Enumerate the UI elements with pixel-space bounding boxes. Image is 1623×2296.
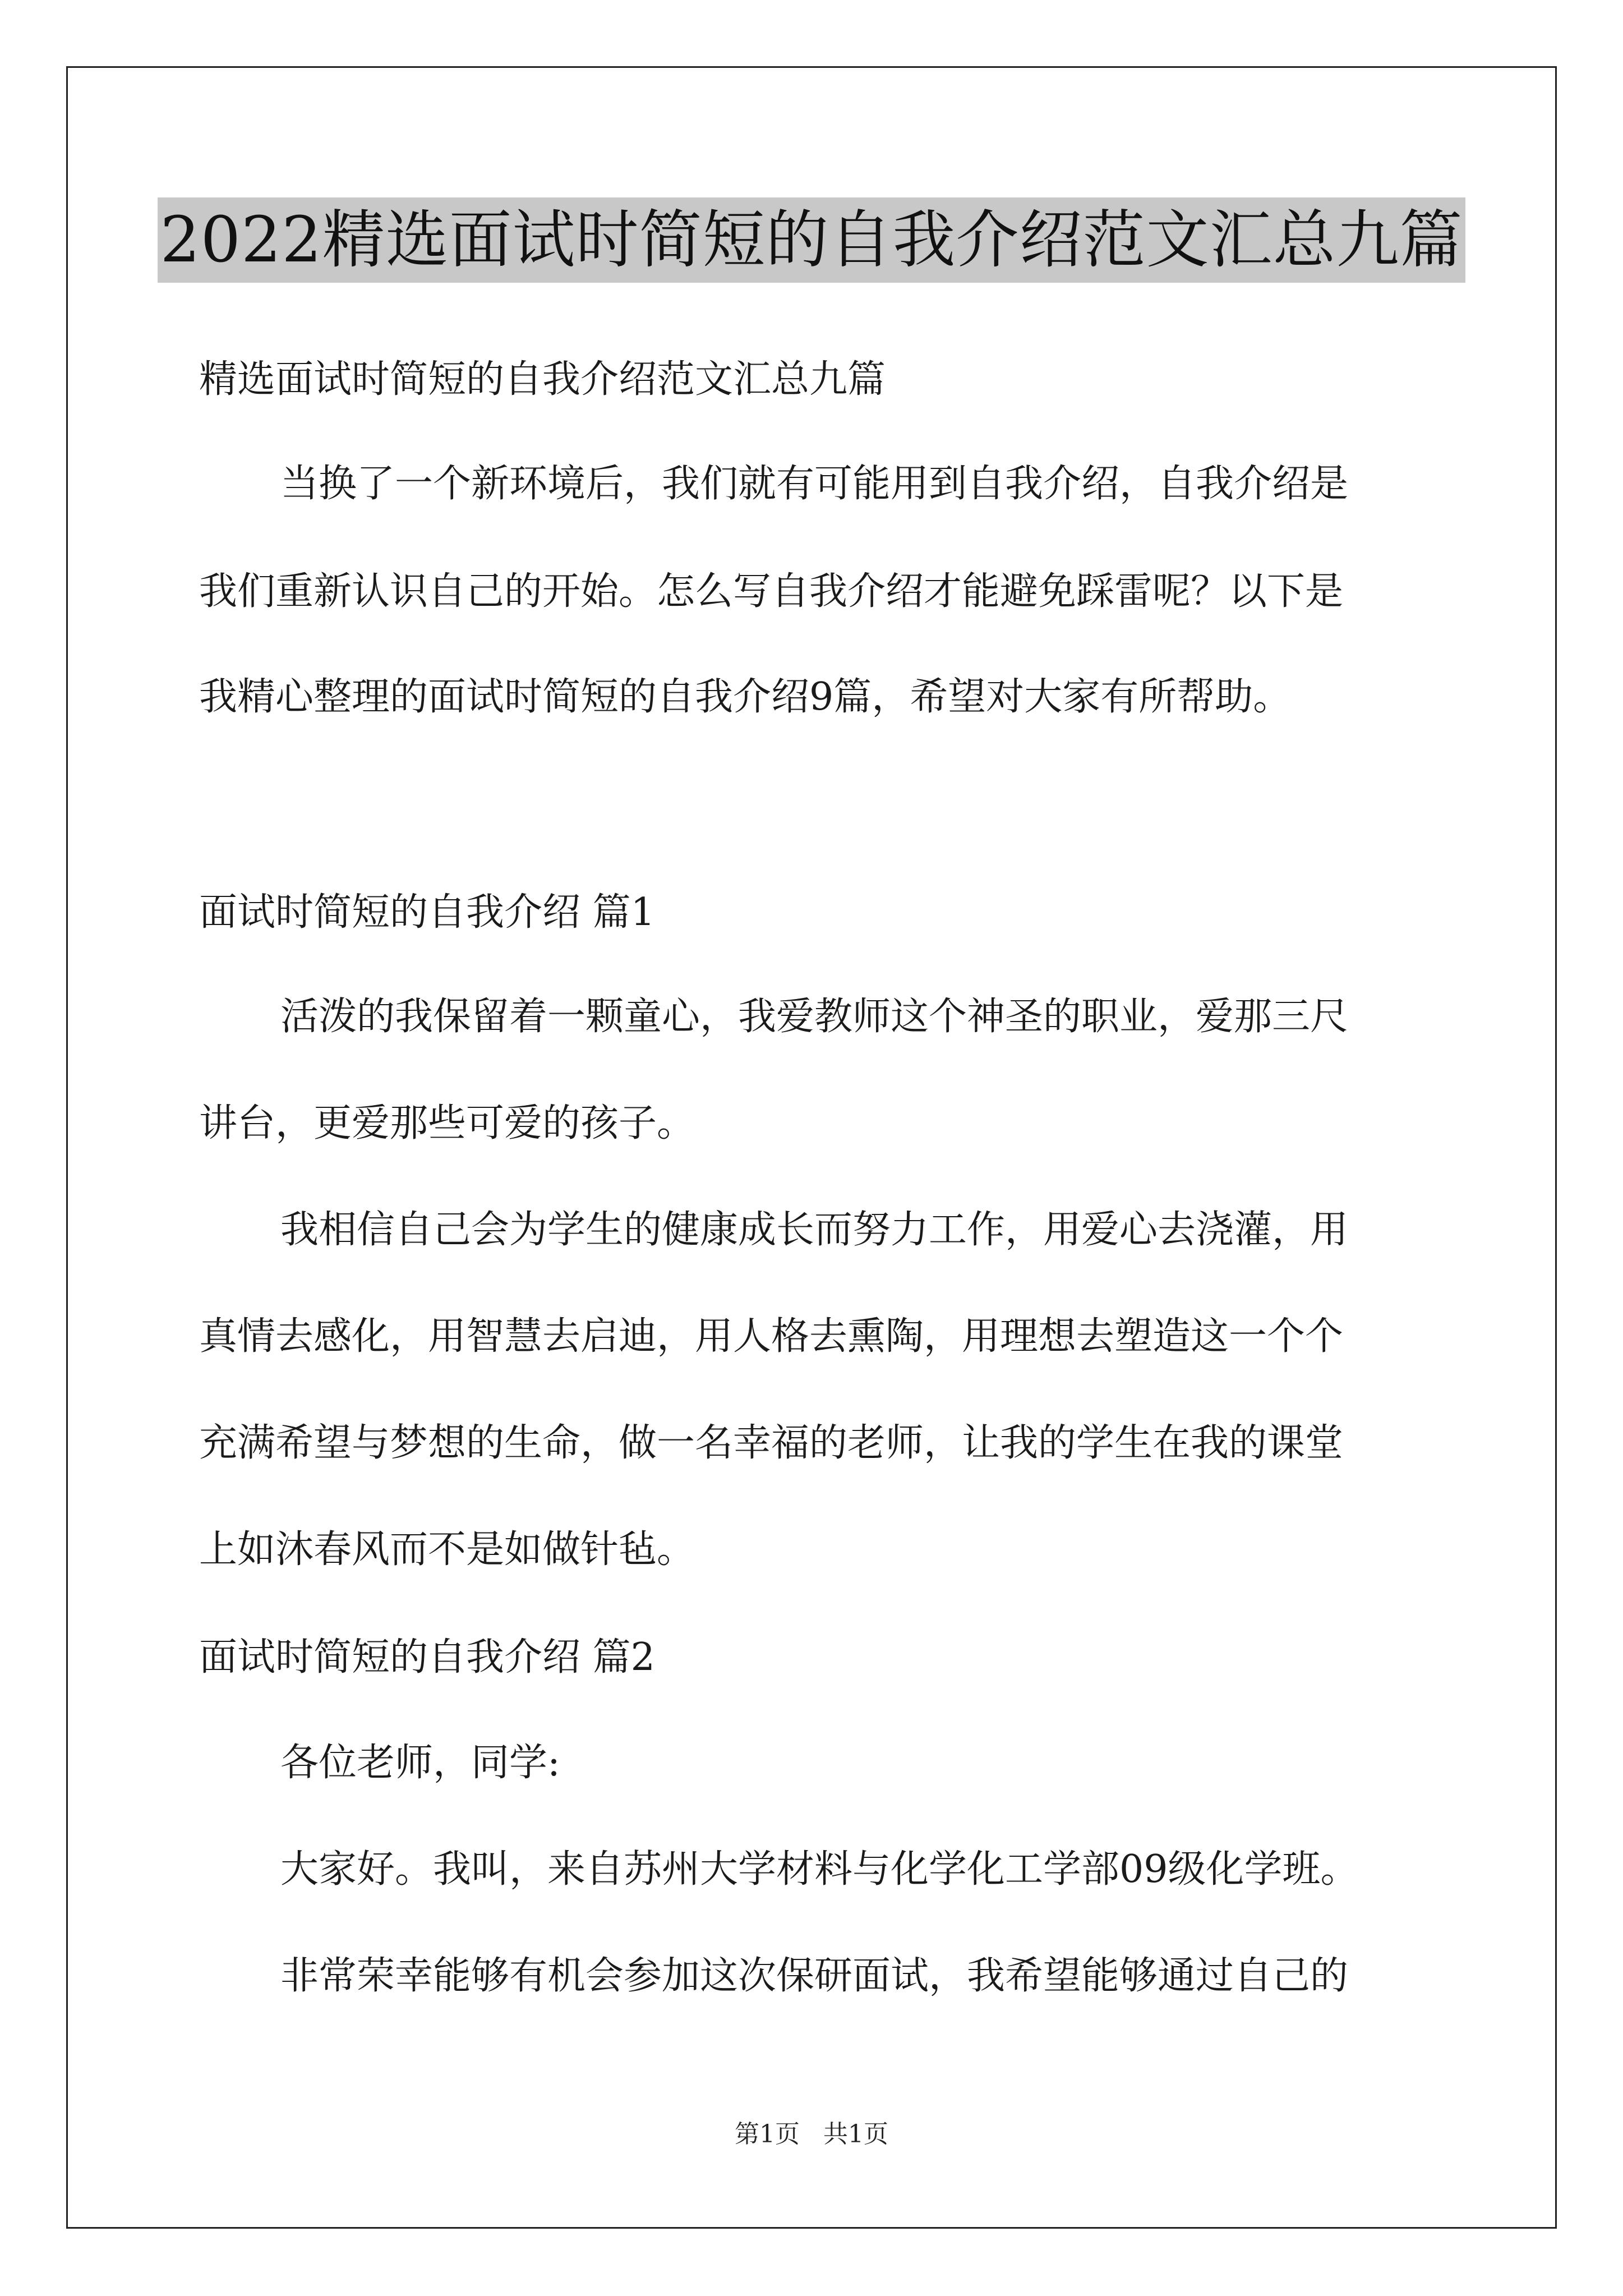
paragraph-line: 非常荣幸能够有机会参加这次保研面试，我希望能够通过自己的 xyxy=(280,1954,1349,1998)
document-title: 2022精选面试时简短的自我介绍范文汇总九篇 xyxy=(158,197,1465,283)
paragraph-line: 活泼的我保留着一颗童心，我爱教师这个神圣的职业，爱那三尺 xyxy=(280,995,1349,1039)
page-number: 第1页 xyxy=(735,2120,800,2148)
page-footer xyxy=(0,2118,1623,2151)
page-total: 共1页 xyxy=(823,2120,888,2148)
intro-line: 当换了一个新环境后，我们就有可能用到自我介绍，自我介绍是 xyxy=(280,462,1349,506)
section-heading: 面试时简短的自我介绍 篇2 xyxy=(199,1635,655,1680)
intro-line: 我们重新认识自己的开始。怎么写自我介绍才能避免踩雷呢？以下是 xyxy=(199,569,1344,614)
paragraph-line: 上如沐春风而不是如做针毡。 xyxy=(199,1527,695,1572)
paragraph-line: 讲台，更爱那些可爱的孩子。 xyxy=(199,1101,695,1145)
paragraph-line: 大家好。我叫，来自苏州大学材料与化学化工学部09级化学班。 xyxy=(280,1847,1359,1892)
title-container xyxy=(0,197,1623,283)
intro-line: 我精心整理的面试时简短的自我介绍9篇，希望对大家有所帮助。 xyxy=(199,675,1292,719)
paragraph-line: 真情去感化，用智慧去启迪，用人格去熏陶，用理想去塑造这一个个 xyxy=(199,1314,1344,1359)
section-heading: 面试时简短的自我介绍 篇1 xyxy=(199,890,655,935)
paragraph-line: 各位老师，同学: xyxy=(280,1741,560,1785)
paragraph-line: 我相信自己会为学生的健康成长而努力工作，用爱心去浇灌，用 xyxy=(280,1208,1349,1252)
document-subtitle: 精选面试时简短的自我介绍范文汇总九篇 xyxy=(199,357,886,402)
paragraph-line: 充满希望与梦想的生命，做一名幸福的老师，让我的学生在我的课堂 xyxy=(199,1421,1344,1465)
